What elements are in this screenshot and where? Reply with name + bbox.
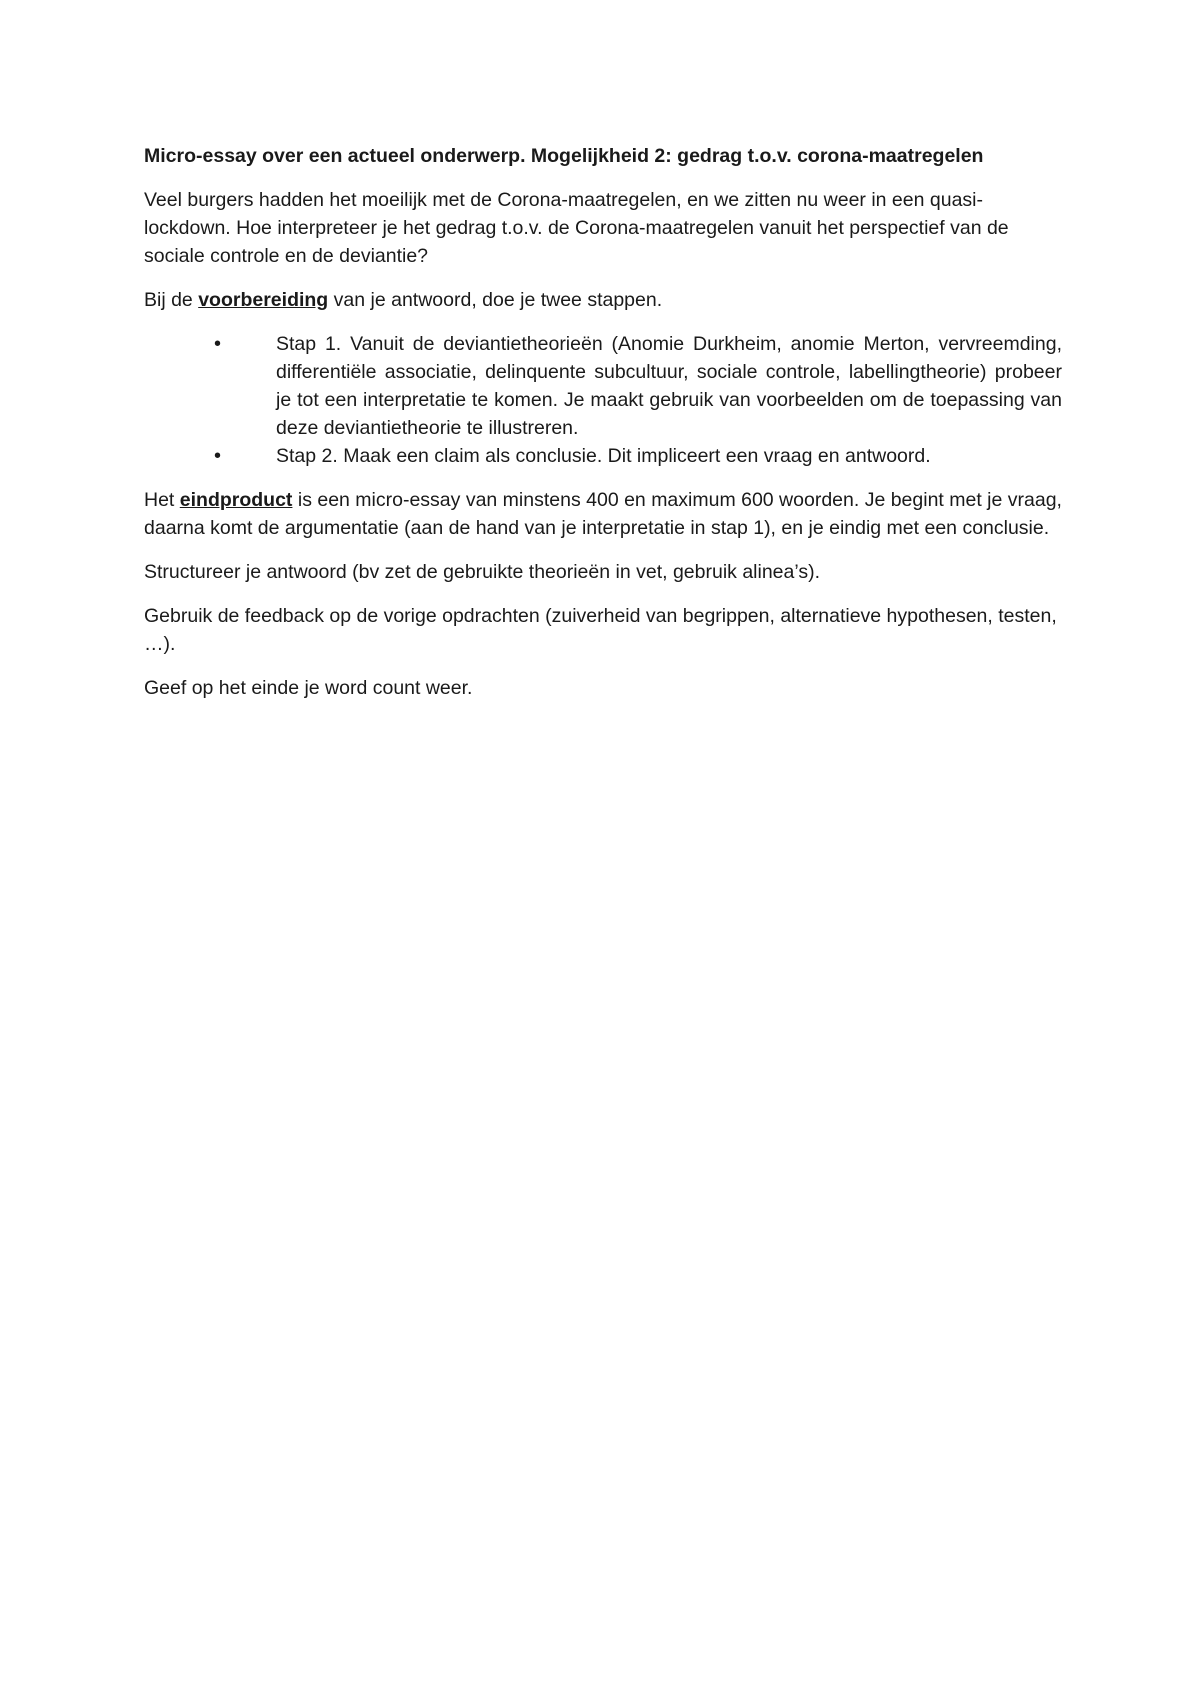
wordcount-paragraph: Geef op het einde je word count weer. — [144, 677, 473, 699]
preparation-keyword: voorbereiding — [198, 289, 329, 311]
product-paragraph — [144, 486, 1062, 542]
structure-paragraph: Structureer je antwoord (bv zet de gebruikte theorieën in vet, gebruik alinea’s). — [144, 561, 821, 583]
step-1-text: Stap 1. Vanuit de deviantietheorieën (Anomie Durkheim, anomie Merton, vervreemding, differentiële associatie, delinquente subcultuur, sociale controle, labellingtheorie) probeer je tot een interpretatie te komen. Je maakt gebruik van voorbeelden om de toepassing van deze deviantietheorie te illustreren. — [276, 333, 1062, 439]
bullet-icon: • — [214, 333, 222, 355]
step-2-text: Stap 2. Maak een claim als conclusie. Dit impliceert een vraag en antwoord. — [276, 445, 931, 467]
list-item-step-2 — [144, 442, 1062, 470]
product-text-after: is een micro-essay van minstens 400 en maximum 600 woorden. Je begint met je vraag, daarna komt de argumentatie (aan de hand van je interpretatie in stap 1), en je eindig met een conclusie. — [144, 489, 1062, 539]
bullet-icon: • — [214, 445, 222, 467]
steps-list — [144, 330, 1062, 470]
list-item-step-1 — [144, 330, 1062, 442]
intro-paragraph: Veel burgers hadden het moeilijk met de Corona-maatregelen, en we zitten nu weer in een quasi-lockdown. Hoe interpreteer je het gedrag t.o.v. de Corona-maatregelen vanuit het perspectief van de sociale controle en de deviantie? — [144, 189, 1009, 267]
product-text-before: Het — [144, 489, 180, 511]
preparation-text-before: Bij de — [144, 289, 199, 311]
document-body — [144, 142, 1062, 718]
document-title: Micro-essay over een actueel onderwerp. Mogelijkheid 2: gedrag t.o.v. corona-maatregelen — [144, 145, 984, 167]
preparation-text-after: van je antwoord, doe je twee stappen. — [328, 289, 663, 311]
preparation-paragraph — [144, 286, 1062, 314]
product-keyword: eindproduct — [179, 489, 293, 511]
feedback-paragraph: Gebruik de feedback op de vorige opdrachten (zuiverheid van begrippen, alternatieve hypothesen, testen, …). — [144, 605, 1057, 655]
